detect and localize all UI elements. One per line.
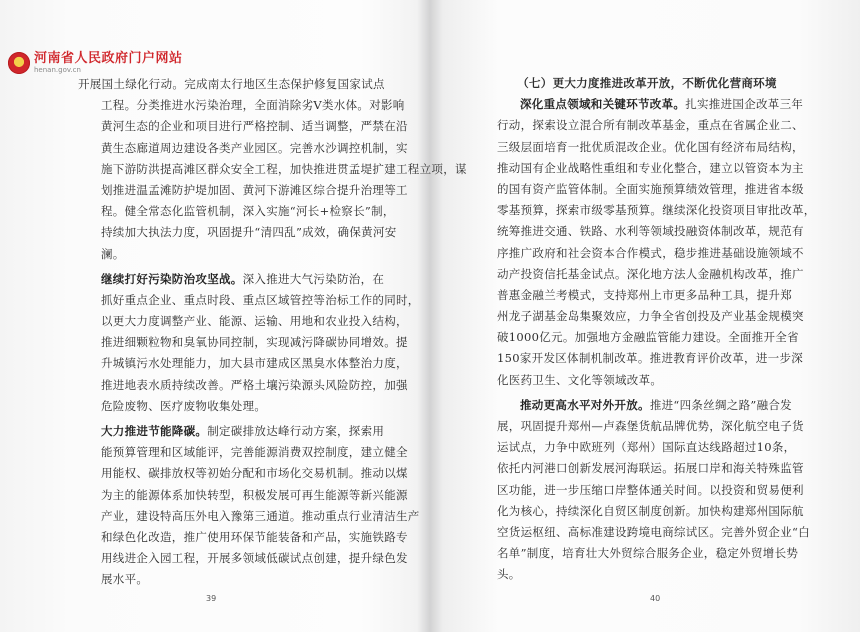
line-text: 行动，探索设立混合所有制改革基金，重点在省属企业二、 — [497, 118, 804, 133]
site-name: 河南省人民政府门户网站 — [34, 51, 183, 66]
line-text: 名单”制度，培育壮大外贸综合服务企业，稳定外贸增长势 — [497, 546, 799, 561]
text-line — [78, 485, 408, 506]
text-line — [78, 159, 467, 180]
line-text: 开展国土绿化行动。完成南太行地区生态保护修复国家试点 — [78, 77, 385, 91]
line-text: 澜。 — [101, 246, 125, 261]
text-line — [78, 332, 408, 353]
text-line — [497, 158, 804, 179]
text-line — [78, 74, 385, 95]
text-line — [78, 527, 408, 548]
text-line — [78, 311, 408, 332]
left-page-number: 39 — [206, 594, 217, 603]
text-line — [497, 137, 804, 158]
right-page-number: 40 — [650, 594, 661, 603]
line-text: 能预算管理和区域能评，完善能源消费双控制度，建立健全 — [101, 445, 408, 460]
line-text: 运试点，力争中欧班列（郑州）国际直达线路超过10条， — [497, 440, 796, 455]
line-text: 州龙子湖基金岛集聚效应，力争全省创投及产业基金规模突 — [497, 309, 804, 324]
text-line — [497, 480, 804, 501]
text-line — [78, 548, 408, 569]
paragraph-lead: 深化重点领域和关键环节改革。 — [520, 97, 686, 112]
line-text: 抓好重点企业、重点时段、重点区域管控等治标工作的同时， — [101, 292, 420, 307]
line-text: 产业，建设特高压外电入豫第三通道。推动重点行业清洁生产 — [101, 508, 420, 523]
text-line — [78, 116, 408, 137]
text-line — [497, 221, 804, 242]
line-text: 施下游防洪提高滩区群众安全工程，加快推进贯孟堤扩建工程立项，谋 — [101, 161, 467, 176]
text-line — [78, 442, 408, 463]
national-emblem-icon — [8, 52, 30, 74]
text-line — [78, 506, 420, 527]
text-line — [497, 395, 797, 416]
left-page-text — [78, 74, 467, 591]
line-text: 零基预算，探索市级零基预算。继续深化投资项目审批改革， — [497, 203, 816, 218]
line-text: 依托内河港口创新发展河海联运。拓展口岸和海关特殊监管 — [497, 461, 804, 476]
site-domain: henan.gov.cn — [34, 66, 81, 74]
line-text: 普惠金融兰考模式，支持郑州上市更多品种工具，提升郑 — [497, 287, 792, 302]
text-line — [78, 138, 408, 159]
text-line — [78, 353, 408, 374]
right-page — [430, 0, 860, 632]
paragraph-lead: 推动更高水平对外开放。 — [520, 397, 650, 412]
line-text: 化为核心，持续深化自贸区制度创新。加快构建郑州国际航 — [497, 503, 804, 518]
site-logo[interactable] — [8, 52, 183, 74]
line-text: 为主的能源体系加快转型，积极发展可再生能源等新兴能源 — [101, 487, 408, 502]
text-line — [497, 458, 804, 479]
text-line — [497, 501, 804, 522]
line-text: 持续加大执法力度，巩固提升“清四乱”成效，确保黄河安 — [101, 225, 397, 240]
line-text: 推进细颗粒物和臭氧协同控制，实现减污降碳协同增效。提 — [101, 335, 408, 350]
line-text: 空货运枢纽、高标准建设跨境电商综试区。完善外贸企业“白 — [497, 524, 810, 539]
text-line — [78, 421, 385, 442]
line-text: 黄河生态的企业和项目进行严格控制、适当调整，严禁在沿 — [101, 119, 408, 134]
line-text: 危险废物、医疗废物收集处理。 — [101, 398, 267, 413]
text-line — [78, 95, 405, 116]
line-text: 的国有资产监管体制。全面实施预算绩效管理，推进省本级 — [497, 181, 804, 196]
right-page-text — [497, 73, 816, 586]
line-text: 序推广政府和社会资本合作模式，稳步推进基础设施领域不 — [497, 245, 804, 260]
paragraph-lead: 继续打好污染防治攻坚战。 — [101, 271, 243, 286]
line-text: 150家开发区体制机制改革。推进教育评价改革，进一步深 — [497, 351, 804, 366]
line-text: 制定碳排放达峰行动方案，探索用 — [207, 424, 385, 438]
line-text: 深入推进大气污染防治，在 — [242, 271, 385, 286]
line-text: 用能权、碳排放权等初始分配和市场化交易机制。推动以煤 — [101, 466, 408, 481]
text-line — [497, 437, 797, 458]
text-line — [497, 543, 797, 564]
text-line — [497, 264, 804, 285]
line-text: 区功能，进一步压缩口岸整体通关时间。以投资和贸易便利 — [497, 482, 804, 497]
text-line — [497, 200, 816, 221]
line-text: 用线进企入园工程，开展多领域低碳试点创建，提升绿色发 — [101, 551, 408, 566]
text-line — [497, 94, 804, 115]
line-text: 程。健全常态化监管机制，深入实施“河长+检察长”制， — [101, 204, 395, 219]
text-line — [497, 243, 804, 264]
text-line — [78, 396, 378, 417]
text-line — [78, 244, 378, 265]
text-line — [497, 115, 804, 136]
line-text: 动产投资信托基金试点。深化地方法人金融机构改革，推广 — [497, 266, 804, 281]
line-text: 统筹推进交通、铁路、水利等领域投融资体制改革，规范有 — [497, 224, 804, 239]
text-line — [497, 522, 810, 543]
text-line — [78, 180, 408, 201]
paragraph-lead: 大力推进节能降碳。 — [101, 424, 208, 438]
line-text: 推动国有企业战略性重组和专业化整合，建立以管资本为主 — [497, 160, 804, 175]
text-line — [497, 306, 804, 327]
text-line — [497, 285, 797, 306]
line-text: 三级层面培育一批优质混改企业。优化国有经济布局结构， — [497, 139, 804, 154]
section-heading: （七）更大力度推进改革开放，不断优化营商环境 — [517, 76, 777, 90]
text-line — [497, 327, 797, 348]
text-line — [497, 370, 797, 391]
line-text: 黄生态廊道周边建设各类产业园区。完善水沙调控机制，实 — [101, 140, 408, 155]
text-line — [78, 290, 420, 311]
text-line — [497, 416, 804, 437]
line-text: 推进“四条丝绸之路”融合发 — [649, 397, 792, 412]
text-line — [497, 564, 797, 585]
line-text: 展，巩固提升郑州—卢森堡货航品牌优势，深化航空电子货 — [497, 419, 804, 433]
line-text: 划推进温孟滩防护堤加固、黄河下游滩区综合提升治理等工 — [101, 182, 408, 197]
text-line — [497, 179, 804, 200]
text-line — [78, 201, 395, 222]
text-line — [497, 348, 804, 369]
text-line — [78, 222, 397, 243]
line-text: 头。 — [497, 567, 521, 582]
text-line — [78, 375, 408, 396]
line-text: 推进地表水质持续改善。严格土壤污染源头风险防控，加强 — [101, 377, 408, 392]
line-text: 以更大力度调整产业、能源、运输、用地和农业投入结构， — [101, 314, 408, 329]
line-text: 破1000亿元。加强地方金融监管能力建设。全面推开全省 — [497, 330, 799, 345]
line-text: 和绿色化改造，推广使用环保节能装备和产品，实施铁路专 — [101, 529, 408, 544]
text-line — [78, 269, 385, 290]
line-text: 升城镇污水处理能力，加大县市建成区黑臭水体整治力度， — [101, 356, 408, 371]
line-text: 展水平。 — [101, 572, 149, 587]
line-text: 扎实推进国企改革三年 — [685, 97, 804, 112]
text-line — [78, 569, 378, 590]
text-line — [78, 463, 408, 484]
line-text: 化医药卫生、文化等领域改革。 — [497, 372, 663, 387]
line-text: 工程。分类推进水污染治理，全面消除劣Ⅴ类水体。对影响 — [101, 98, 405, 113]
